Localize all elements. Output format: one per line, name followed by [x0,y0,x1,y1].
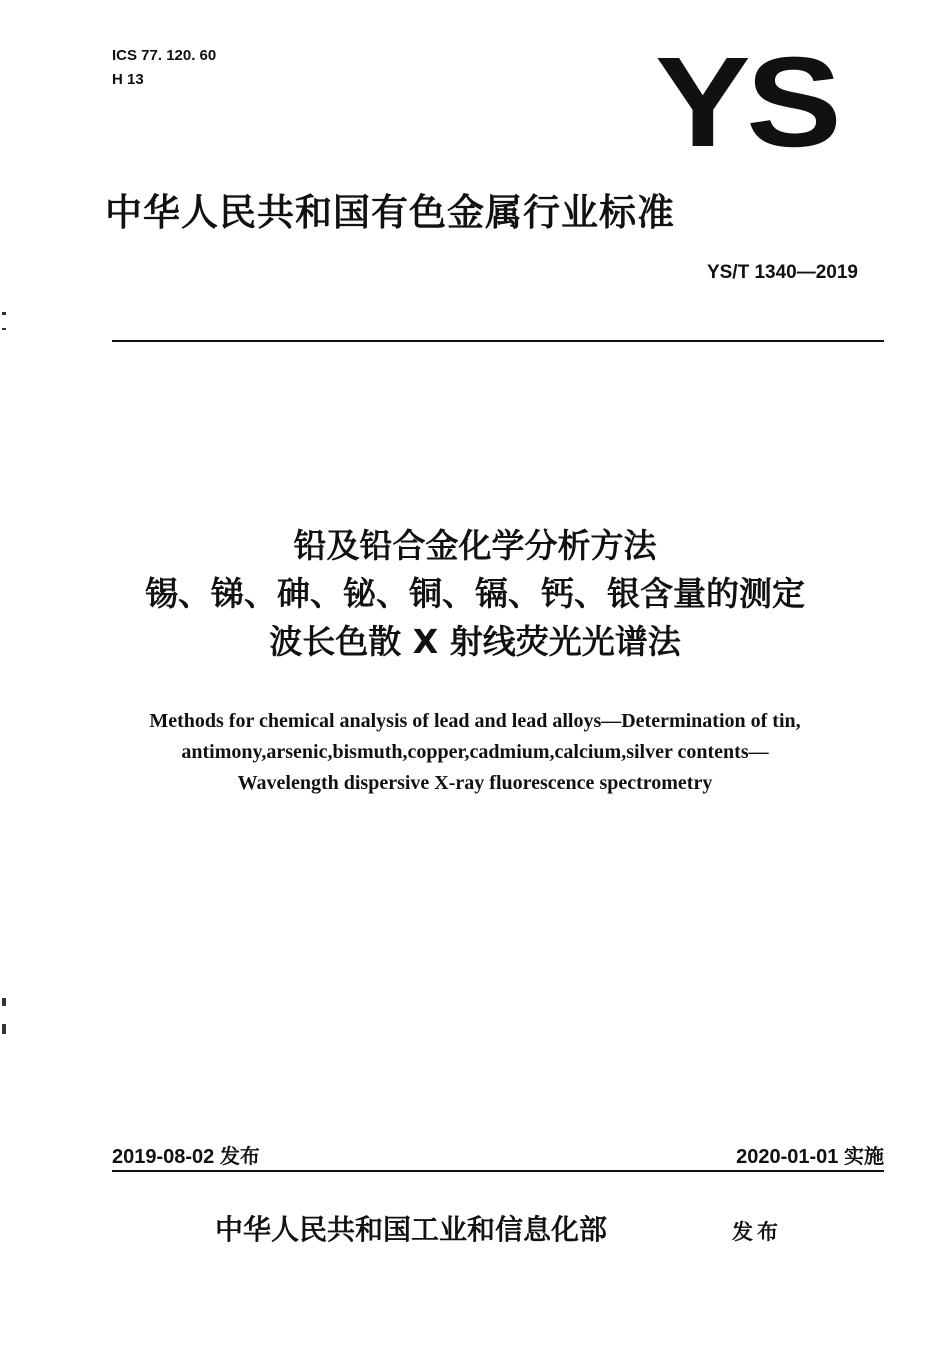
chinese-title-line-1: 铅及铅合金化学分析方法 [293,526,657,565]
english-title-line-2: antimony,arsenic,bismuth,copper,cadmium,calcium,silver contents— [181,741,769,763]
implement-date-block [736,1140,884,1169]
ccs-code: H 13 [112,71,144,88]
classification-codes [112,44,216,92]
implement-label: 实施 [844,1144,884,1168]
chinese-title-line-3: 波长色散 X 射线荧光光谱法 [269,622,681,661]
publisher: 中华人民共和国工业和信息化部 [215,1213,608,1246]
english-title-line-1: Methods for chemical analysis of lead and lead alloys—Determination of tin, [149,710,801,732]
issue-label: 发布 [219,1144,260,1168]
standard-number: YS/T 1340—2019 [706,262,858,283]
scan-mark [2,998,6,1006]
implement-date: 2020-01-01 [736,1146,839,1168]
footer-divider [112,1170,884,1172]
issue-date: 2019-08-02 [112,1146,215,1168]
ics-code: ICS 77. 120. 60 [112,47,217,64]
publish-label: 发布 [732,1220,782,1244]
issue-date-block [112,1140,260,1169]
scan-mark [2,1024,6,1034]
chinese-title-line-2: 锡、锑、砷、铋、铜、镉、钙、银含量的测定 [145,574,805,613]
scan-mark [2,312,6,315]
header-divider [112,340,884,342]
english-title-line-3: Wavelength dispersive X-ray fluorescence spectrometry [237,772,713,794]
ys-logo: YS [655,31,838,174]
scan-mark [2,328,6,330]
english-title [0,706,950,799]
chinese-title [0,522,950,666]
industry-standard-title: 中华人民共和国有色金属行业标准 [105,191,675,234]
